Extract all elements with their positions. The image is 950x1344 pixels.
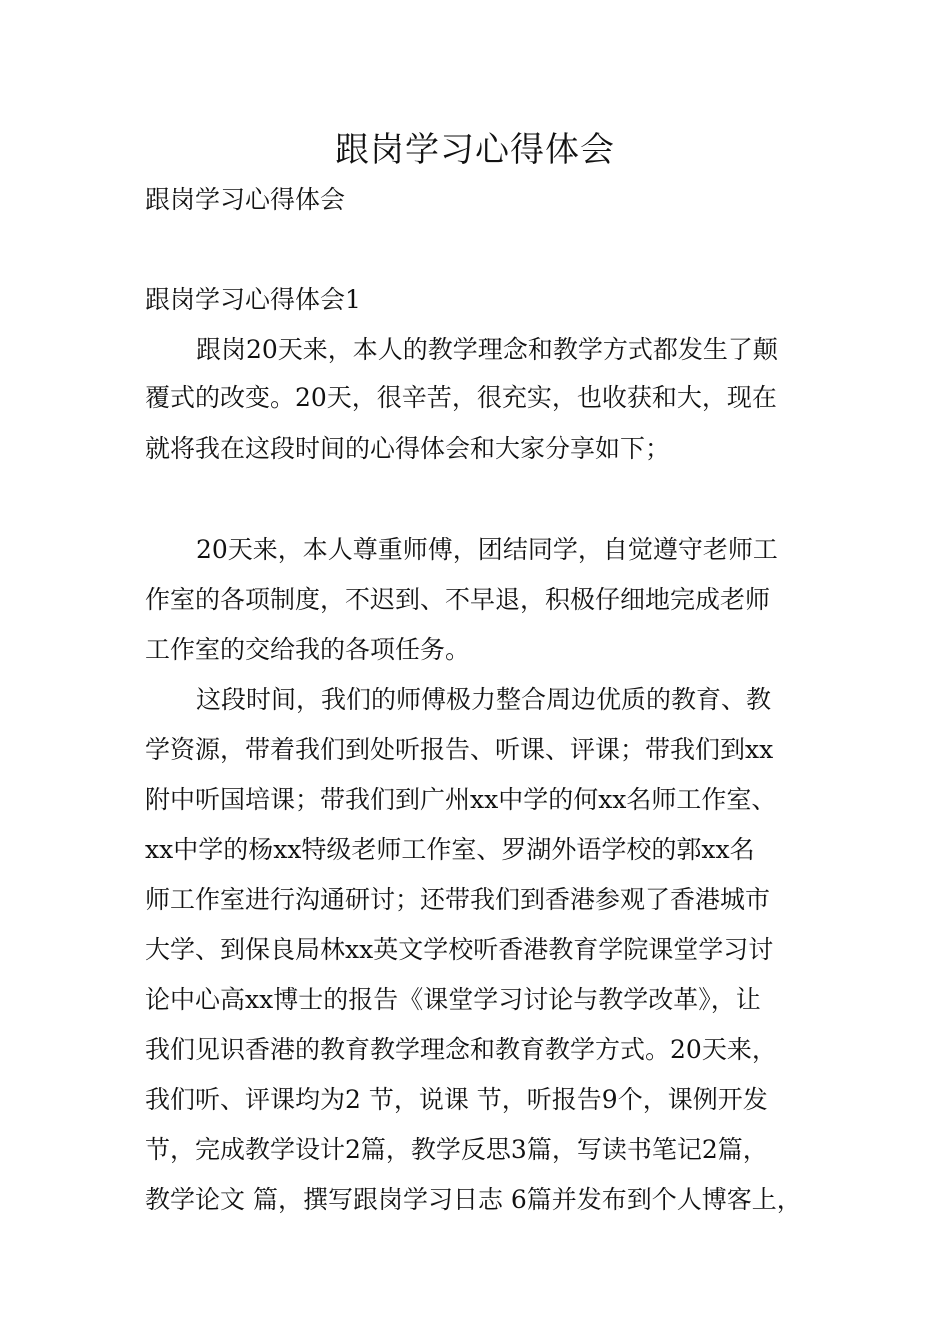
section-heading: 跟岗学习心得体会1 (145, 285, 361, 314)
paragraph-3-line: 我们见识香港的教育教学理念和教育教学方式。20天来， (145, 1035, 777, 1064)
paragraph-2-line: 工作室的交给我的各项任务。 (145, 635, 471, 664)
paragraph-3-line: 论中心高xx博士的报告《课堂学习讨论与教学改革》，让 (145, 985, 761, 1014)
paragraph-2-line: 20天来，本人尊重师傅，团结同学，自觉遵守老师工 (196, 535, 778, 564)
paragraph-3-line: xx中学的杨xx特级老师工作室、罗湖外语学校的郭xx名 (145, 835, 755, 864)
paragraph-2-line: 作室的各项制度，不迟到、不早退，积极仔细地完成老师 (145, 585, 771, 614)
paragraph-3-line: 大学、到保良局林xx英文学校听香港教育学院课堂学习讨 (145, 935, 774, 964)
paragraph-3-line: 我们听、评课均为2 节，说课 节，听报告9个，课例开发 (145, 1085, 768, 1114)
paragraph-3-line: 附中听国培课；带我们到广州xx中学的何xx名师工作室、 (145, 785, 777, 814)
paragraph-3-line: 学资源，带着我们到处听报告、听课、评课；带我们到xx (145, 735, 774, 764)
document-subtitle: 跟岗学习心得体会 (145, 185, 346, 214)
document-title: 跟岗学习心得体会 (335, 130, 615, 170)
paragraph-1-line: 就将我在这段时间的心得体会和大家分享如下； (145, 434, 671, 463)
paragraph-3-line: 这段时间，我们的师傅极力整合周边优质的教育、教 (196, 685, 772, 714)
paragraph-3-line: 教学论文 篇，撰写跟岗学习日志 6篇并发布到个人博客上， (145, 1185, 802, 1214)
paragraph-1-line: 跟岗20天来，本人的教学理念和教学方式都发生了颠 (196, 335, 778, 364)
paragraph-3-line: 节，完成教学设计2篇，教学反思3篇，写读书笔记2篇， (145, 1135, 768, 1164)
paragraph-3-line: 师工作室进行沟通研讨；还带我们到香港参观了香港城市 (145, 885, 771, 914)
paragraph-1-line: 覆式的改变。20天，很辛苦，很充实，也收获和大，现在 (145, 383, 777, 412)
